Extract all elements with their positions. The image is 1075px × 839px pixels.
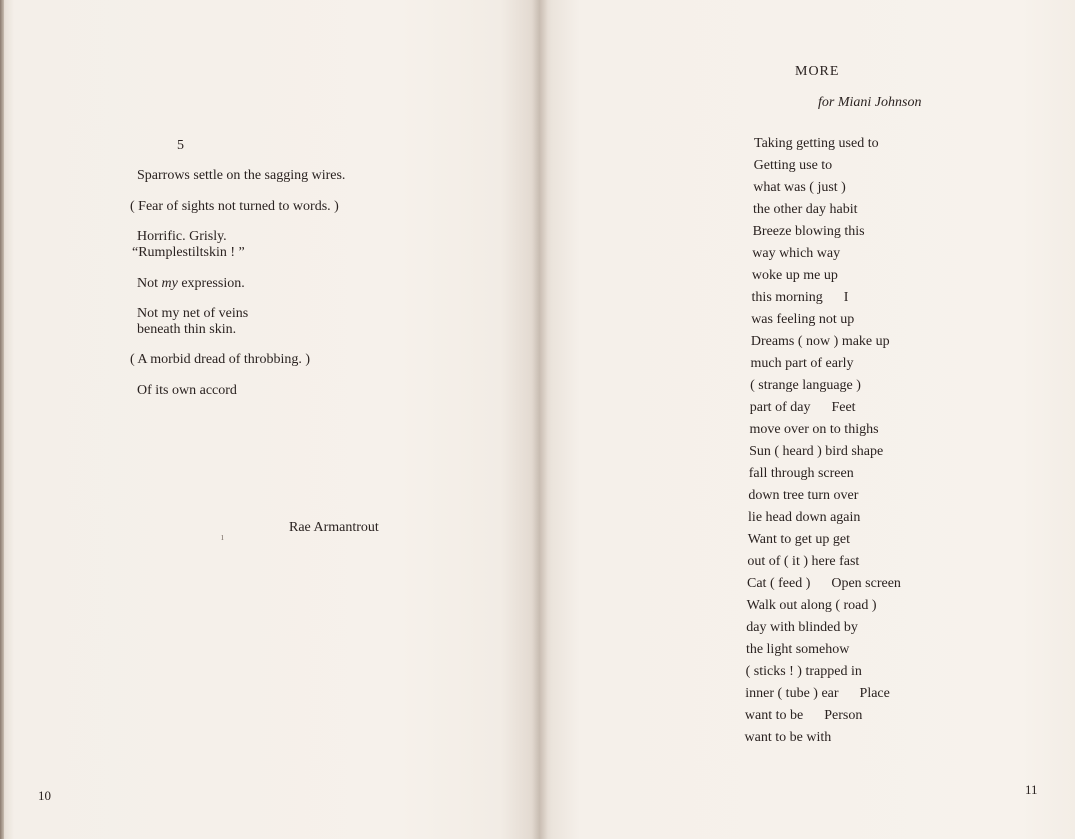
- poem-line: Sparrows settle on the sagging wires.: [137, 168, 346, 183]
- poem-line: fall through screen: [748, 466, 854, 481]
- page-edge: [0, 0, 4, 839]
- poem-line: this morning I: [751, 290, 849, 305]
- poem-line: Want to get up get: [747, 532, 850, 547]
- poem-line: Walk out along ( road ): [746, 598, 877, 613]
- section-number: 5: [177, 138, 184, 153]
- poem-line: Sun ( heard ) bird shape: [749, 444, 884, 459]
- poem-line: way which way: [752, 246, 841, 261]
- page-number-right: 11: [1025, 782, 1038, 797]
- poem-dedication: for Miani Johnson: [818, 95, 922, 110]
- poem-line: Taking getting used to: [754, 136, 879, 151]
- poem-line: the other day habit: [752, 202, 858, 217]
- emphasized-word: my: [161, 276, 178, 291]
- poem-line: out of ( it ) here fast: [747, 554, 860, 569]
- poem-line: Breeze blowing this: [752, 224, 865, 239]
- book-gutter: [532, 0, 548, 839]
- poem-line: part of day Feet: [749, 400, 856, 415]
- poem-line: want to be Person: [744, 708, 863, 723]
- poem-line: what was ( just ): [753, 180, 846, 195]
- poem-line: Not my net of veins: [137, 306, 249, 321]
- poem-line: much part of early: [750, 356, 854, 371]
- poem-line: Dreams ( now ) make up: [750, 334, 890, 349]
- poem-line: the light somehow: [745, 642, 850, 657]
- author-name: Rae Armantrout: [289, 520, 379, 535]
- poem-line: woke up me up: [751, 268, 838, 283]
- poem-line: Cat ( feed ) Open screen: [747, 576, 901, 591]
- poem-line: down tree turn over: [748, 488, 859, 503]
- page-number-left: 10: [38, 788, 51, 803]
- poem-line: day with blinded by: [746, 620, 858, 635]
- poem-title: MORE: [795, 64, 840, 79]
- poem-line: ( A morbid dread of throbbing. ): [130, 352, 311, 367]
- poem-line: beneath thin skin.: [137, 322, 237, 337]
- stray-mark: ı: [221, 532, 224, 543]
- poem-line: ( strange language ): [750, 378, 861, 393]
- poem-line: “Rumplestiltskin ! ”: [132, 245, 245, 260]
- poem-line: ( Fear of sights not turned to words. ): [130, 199, 339, 214]
- poem-line: Of its own accord: [137, 383, 237, 398]
- poem-line: inner ( tube ) ear Place: [745, 686, 890, 701]
- right-page: [540, 0, 1075, 839]
- poem-line: move over on to thighs: [749, 422, 879, 437]
- poem-line-prefix: Not: [137, 276, 162, 291]
- poem-line: Getting use to: [753, 158, 833, 173]
- poem-line: want to be with: [744, 730, 832, 745]
- poem-line: [137, 276, 245, 292]
- poem-line: Horrific. Grisly.: [137, 229, 227, 244]
- poem-line: was feeling not up: [751, 312, 855, 327]
- poem-line: lie head down again: [748, 510, 861, 525]
- poem-line: ( sticks ! ) trapped in: [745, 664, 862, 679]
- poem-line-suffix: expression.: [177, 276, 245, 291]
